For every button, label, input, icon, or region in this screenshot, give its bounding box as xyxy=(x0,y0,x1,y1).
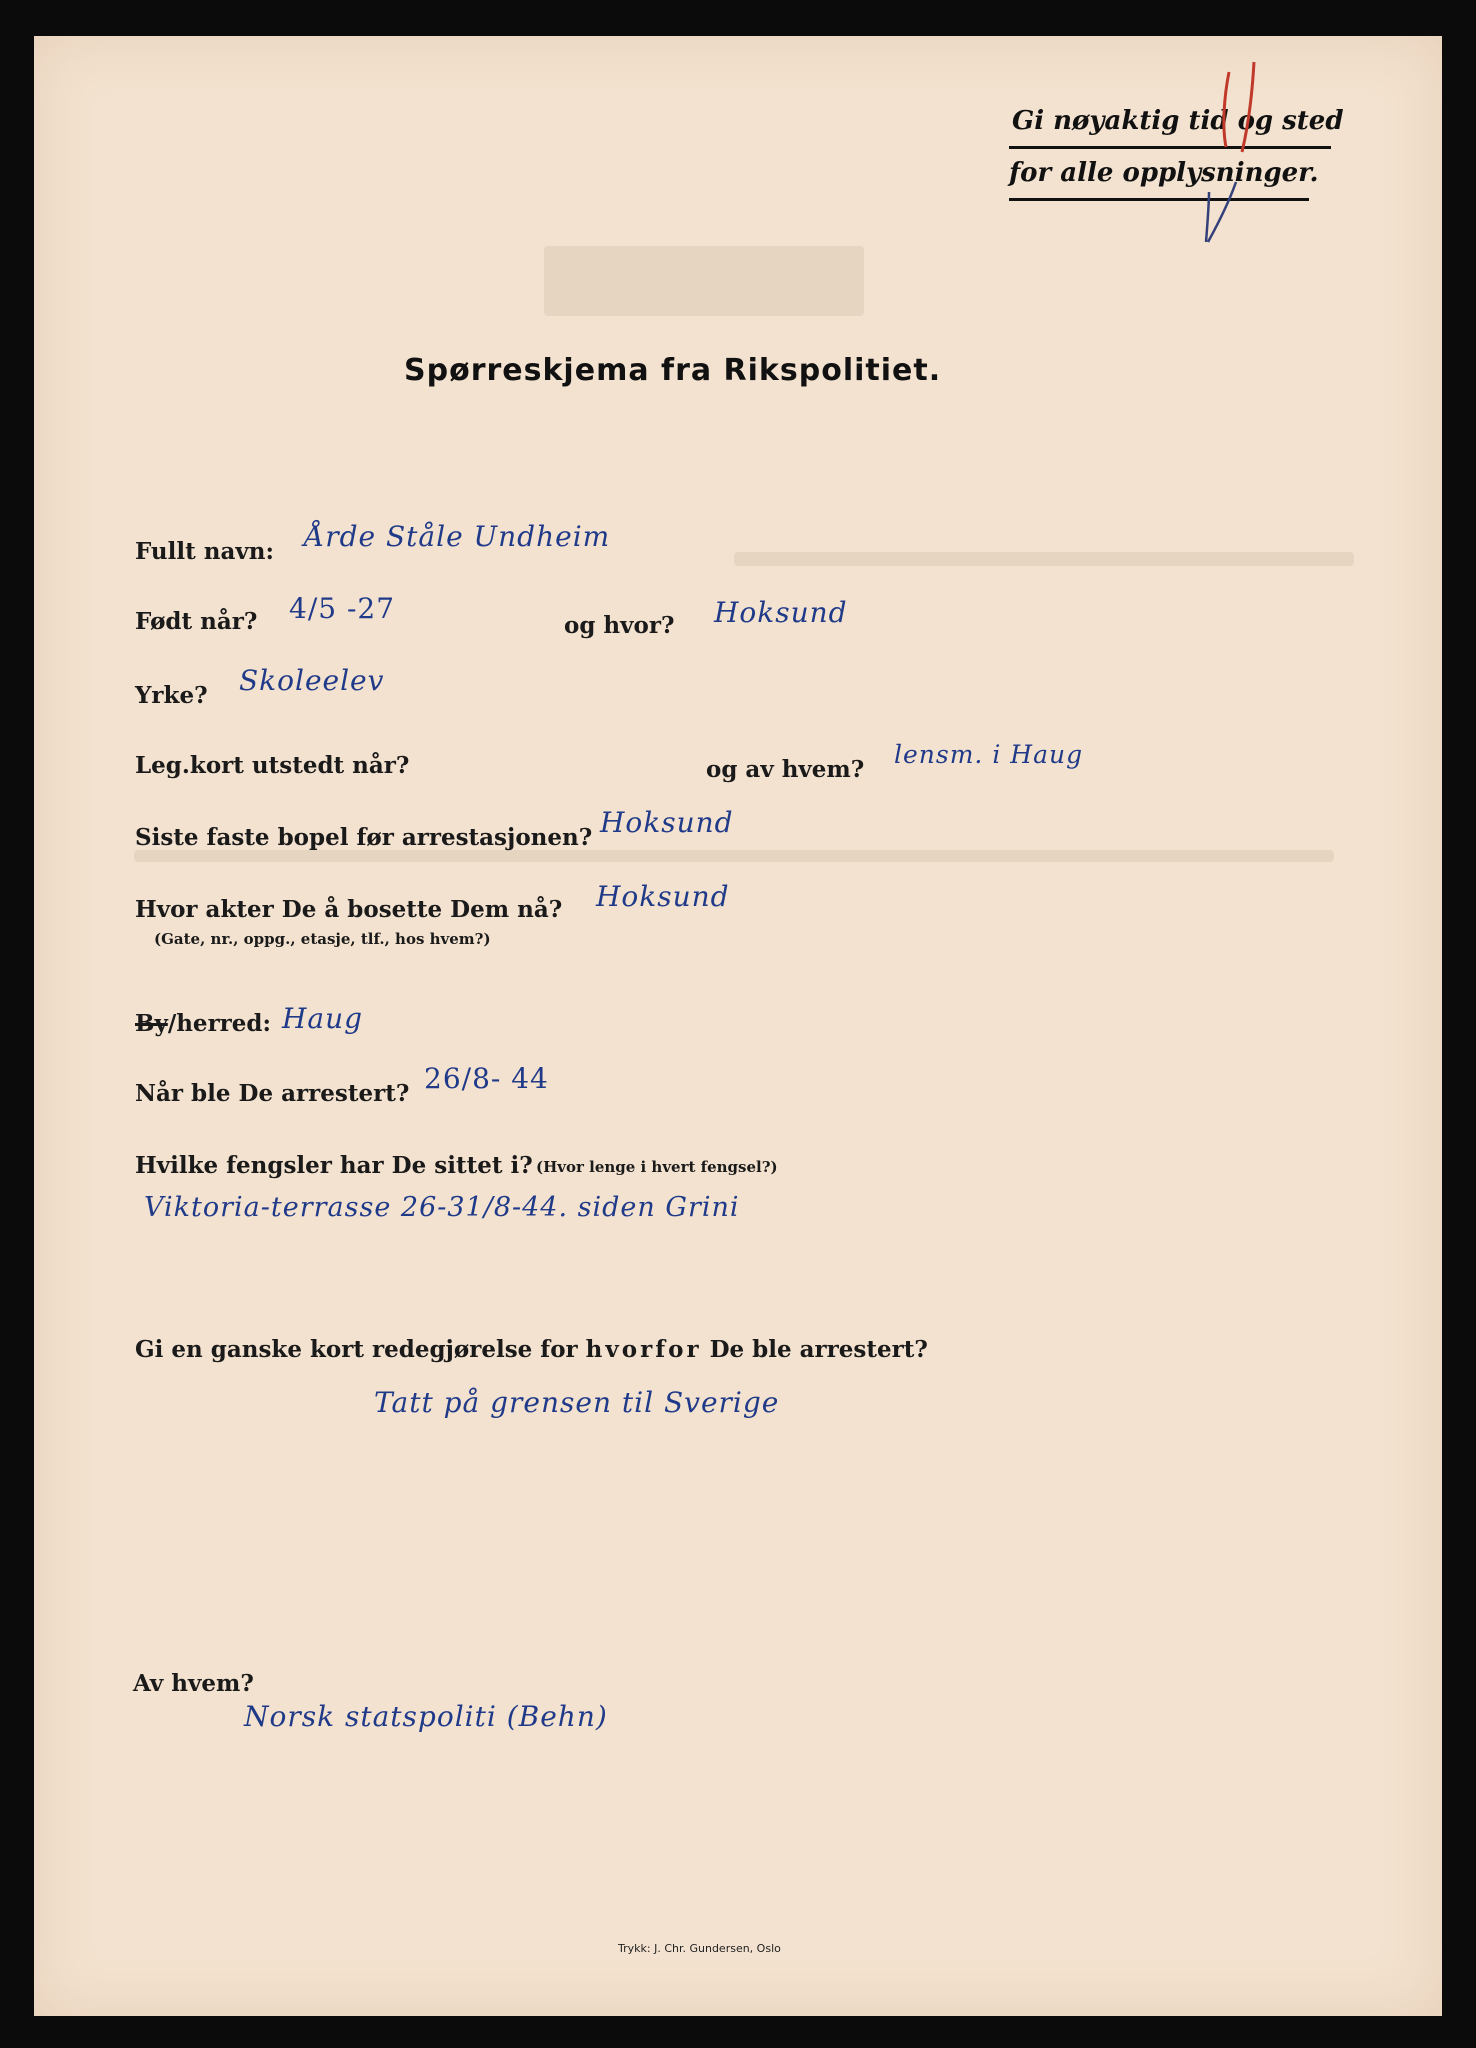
arrested-value: 26/8- 44 xyxy=(424,1062,549,1095)
bleed-through-mark xyxy=(734,552,1354,566)
arrested-label: Når ble De arrestert? xyxy=(135,1080,410,1107)
legcard-by-label: og av hvem? xyxy=(706,756,865,783)
printer-imprint: Trykk: J. Chr. Gundersen, Oslo xyxy=(618,1942,781,1955)
bleed-through-mark xyxy=(134,850,1334,862)
note-line-2: for alle opplysninger. xyxy=(1009,158,1319,188)
name-value: Årde Ståle Undheim xyxy=(304,520,611,553)
form-title: Spørreskjema fra Rikspolitiet. xyxy=(404,353,942,388)
by-whom-label: Av hvem? xyxy=(133,1670,254,1697)
reason-value: Tatt på grensen til Sverige xyxy=(374,1386,780,1419)
city-struck-text: By xyxy=(135,1010,168,1037)
settle-hint: (Gate, nr., oppg., etasje, tlf., hos hvem?) xyxy=(154,930,491,948)
prisons-label: Hvilke fengsler har De sittet i? xyxy=(135,1152,533,1179)
born-when-value: 4/5 -27 xyxy=(289,592,396,625)
reason-label-part-c: De ble arrestert? xyxy=(709,1336,928,1363)
bleed-through-mark xyxy=(544,246,864,316)
city-value: Haug xyxy=(282,1002,364,1035)
by-whom-value: Norsk statspoliti (Behn) xyxy=(244,1700,608,1733)
born-when-label: Født når? xyxy=(135,608,258,635)
prisons-hint: (Hvor lenge i hvert fengsel?) xyxy=(536,1158,778,1176)
city-label-text: /herred: xyxy=(167,1010,272,1037)
name-label: Fullt navn: xyxy=(135,538,274,565)
reason-label-part-a: Gi en ganske kort redegjørelse for xyxy=(135,1336,578,1363)
reason-label xyxy=(135,1336,928,1363)
last-address-value: Hoksund xyxy=(600,806,734,839)
city-label xyxy=(135,1010,271,1037)
last-address-label: Siste faste bopel før arrestasjonen? xyxy=(135,824,593,851)
check-mark-icon xyxy=(1184,42,1294,262)
legcard-by-value: lensm. i Haug xyxy=(894,740,1084,769)
reason-label-emphasis: hvorfor xyxy=(585,1336,702,1363)
born-where-label: og hvor? xyxy=(564,612,675,639)
prisons-value: Viktoria-terrasse 26-31/8-44. siden Grini xyxy=(144,1192,740,1223)
occupation-value: Skoleelev xyxy=(239,664,385,697)
note-line-1: Gi nøyaktig tid og sted xyxy=(1012,106,1344,136)
settle-label: Hvor akter De å bosette Dem nå? xyxy=(135,896,563,923)
legcard-label: Leg.kort utstedt når? xyxy=(135,752,410,779)
born-where-value: Hoksund xyxy=(714,596,848,629)
occupation-label: Yrke? xyxy=(135,682,208,709)
settle-value: Hoksund xyxy=(596,880,730,913)
document-page xyxy=(34,36,1442,2016)
